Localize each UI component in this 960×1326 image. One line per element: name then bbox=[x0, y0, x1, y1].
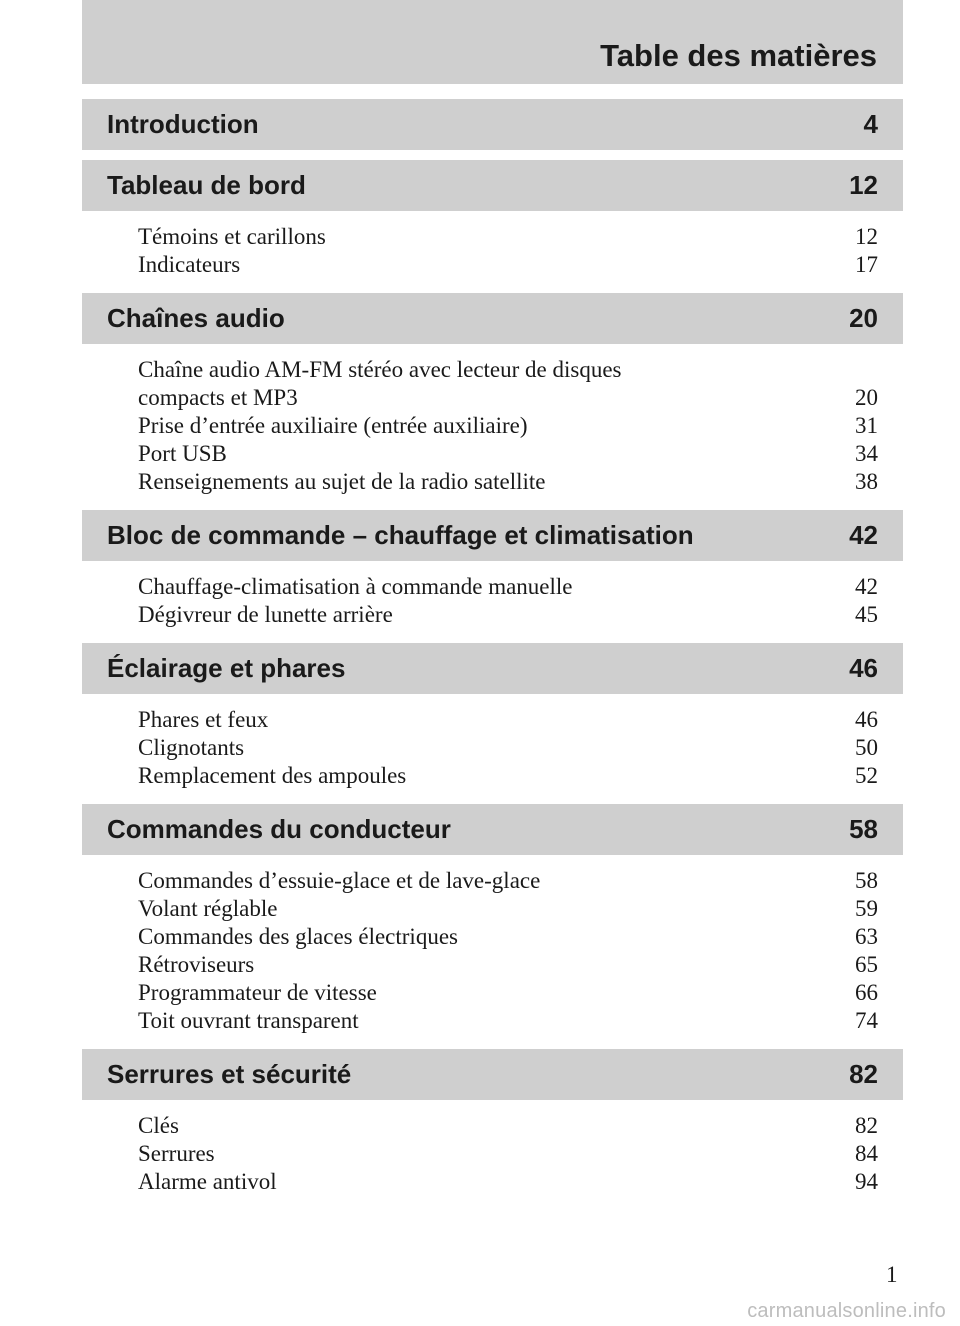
entry-label: compacts et MP3 bbox=[138, 385, 298, 410]
toc-section bbox=[82, 1049, 903, 1210]
section-title: Bloc de commande – chauffage et climatisation bbox=[107, 520, 694, 550]
section-heading[interactable] bbox=[82, 293, 903, 344]
entry-label: Alarme antivol bbox=[138, 1169, 277, 1194]
entry-page: 31 bbox=[855, 413, 878, 438]
section-title: Tableau de bord bbox=[107, 170, 306, 200]
entry-label: Dégivreur de lunette arrière bbox=[138, 602, 393, 627]
toc-entry[interactable] bbox=[138, 734, 878, 762]
entry-list bbox=[82, 344, 903, 510]
toc-entry[interactable] bbox=[138, 1140, 878, 1168]
entry-label: Volant réglable bbox=[138, 896, 278, 921]
toc-entry[interactable] bbox=[138, 1168, 878, 1196]
entry-label: Prise d’entrée auxiliaire (entrée auxiliaire) bbox=[138, 413, 528, 438]
toc-entry[interactable] bbox=[138, 867, 878, 895]
section-page: 12 bbox=[849, 170, 878, 200]
entry-page: 52 bbox=[855, 763, 878, 788]
toc-entry[interactable] bbox=[138, 223, 878, 251]
toc-entry[interactable] bbox=[138, 468, 878, 496]
section-page: 82 bbox=[849, 1059, 878, 1089]
toc-section bbox=[82, 99, 903, 150]
page-title: Table des matières bbox=[600, 38, 877, 73]
entry-list bbox=[82, 211, 903, 293]
entry-page: 59 bbox=[855, 896, 878, 921]
entry-list bbox=[82, 561, 903, 643]
entry-label: Rétroviseurs bbox=[138, 952, 255, 977]
section-heading[interactable] bbox=[82, 510, 903, 561]
toc-entry[interactable] bbox=[138, 895, 878, 923]
toc-entry[interactable] bbox=[138, 573, 878, 601]
entry-page: 12 bbox=[855, 224, 878, 249]
entry-label: Commandes des glaces électriques bbox=[138, 924, 458, 949]
section-heading[interactable] bbox=[82, 160, 903, 211]
toc-entry[interactable] bbox=[138, 762, 878, 790]
section-page: 42 bbox=[849, 520, 878, 550]
page-number: 1 bbox=[886, 1262, 898, 1287]
entry-page: 20 bbox=[855, 385, 878, 410]
section-page: 4 bbox=[863, 109, 878, 139]
section-page: 46 bbox=[849, 653, 878, 683]
entry-page: 65 bbox=[855, 952, 878, 977]
entry-page: 82 bbox=[855, 1113, 878, 1138]
entry-label: Commandes d’essuie-glace et de lave-glace bbox=[138, 868, 541, 893]
entry-list bbox=[82, 855, 903, 1049]
section-heading[interactable] bbox=[82, 643, 903, 694]
toc-entry[interactable] bbox=[138, 440, 878, 468]
section-page: 20 bbox=[849, 303, 878, 333]
toc-entry[interactable] bbox=[138, 384, 878, 412]
entry-label: Renseignements au sujet de la radio satellite bbox=[138, 469, 546, 494]
section-heading[interactable] bbox=[82, 99, 903, 150]
section-page: 58 bbox=[849, 814, 878, 844]
toc-entry-line1[interactable]: Chaîne audio AM-FM stéréo avec lecteur de disques bbox=[138, 357, 622, 382]
entry-label: Indicateurs bbox=[138, 252, 241, 277]
entry-page: 74 bbox=[855, 1008, 878, 1033]
section-heading[interactable] bbox=[82, 804, 903, 855]
section-title: Serrures et sécurité bbox=[107, 1059, 352, 1089]
entry-page: 45 bbox=[855, 602, 878, 627]
entry-page: 63 bbox=[855, 924, 878, 949]
entry-page: 94 bbox=[855, 1169, 878, 1194]
toc-entry[interactable] bbox=[138, 706, 878, 734]
entry-page: 84 bbox=[855, 1141, 878, 1166]
section-title: Éclairage et phares bbox=[107, 653, 346, 683]
entry-list bbox=[82, 1100, 903, 1210]
entry-label: Port USB bbox=[138, 441, 227, 466]
toc-entry[interactable] bbox=[138, 251, 878, 279]
toc-section bbox=[82, 510, 903, 643]
table-of-contents bbox=[82, 99, 903, 1210]
toc-section bbox=[82, 293, 903, 510]
toc-section bbox=[82, 804, 903, 1049]
toc-entry[interactable] bbox=[138, 412, 878, 440]
entry-page: 17 bbox=[855, 252, 878, 277]
entry-page: 58 bbox=[855, 868, 878, 893]
toc-entry[interactable] bbox=[138, 923, 878, 951]
entry-page: 46 bbox=[855, 707, 878, 732]
header-bar bbox=[82, 0, 903, 84]
entry-list bbox=[82, 694, 903, 804]
toc-entry[interactable] bbox=[138, 1007, 878, 1035]
entry-label: Toit ouvrant transparent bbox=[138, 1008, 359, 1033]
entry-page: 66 bbox=[855, 980, 878, 1005]
entry-page: 38 bbox=[855, 469, 878, 494]
section-heading[interactable] bbox=[82, 1049, 903, 1100]
entry-label: Serrures bbox=[138, 1141, 215, 1166]
entry-label: Clignotants bbox=[138, 735, 245, 760]
entry-label: Programmateur de vitesse bbox=[138, 980, 377, 1005]
section-title: Commandes du conducteur bbox=[107, 814, 451, 844]
toc-entry[interactable] bbox=[138, 1112, 878, 1140]
toc-entry[interactable] bbox=[138, 979, 878, 1007]
toc-entry[interactable] bbox=[138, 601, 878, 629]
entry-page: 34 bbox=[855, 441, 878, 466]
section-title: Chaînes audio bbox=[107, 303, 285, 333]
watermark: carmanualsonline.info bbox=[747, 1300, 946, 1322]
entry-page: 42 bbox=[855, 574, 878, 599]
entry-label: Remplacement des ampoules bbox=[138, 763, 407, 788]
entry-label: Chauffage-climatisation à commande manuelle bbox=[138, 574, 573, 599]
section-title: Introduction bbox=[107, 109, 259, 139]
entry-label: Phares et feux bbox=[138, 707, 269, 732]
entry-label: Clés bbox=[138, 1113, 179, 1138]
toc-section bbox=[82, 160, 903, 293]
entry-page: 50 bbox=[855, 735, 878, 760]
toc-section bbox=[82, 643, 903, 804]
entry-label: Témoins et carillons bbox=[138, 224, 326, 249]
toc-entry[interactable] bbox=[138, 951, 878, 979]
